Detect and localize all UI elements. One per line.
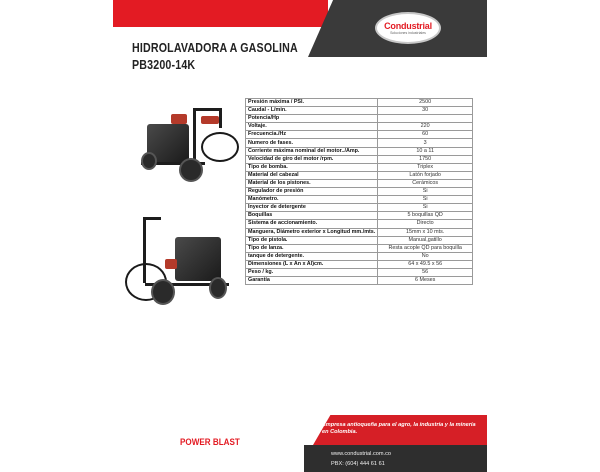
spec-row xyxy=(246,196,473,204)
spec-value: Cerámicos xyxy=(378,179,473,187)
spec-label: Presión máxima / PSI. xyxy=(246,99,378,107)
logo-name: Condustrial xyxy=(384,21,432,31)
spec-label: Velocidad de giro del motor /rpm. xyxy=(246,155,378,163)
spec-label: Material de los pistones. xyxy=(246,179,378,187)
spec-value: 56 xyxy=(378,268,473,276)
spec-label: Corriente máxima nominal del motor../Amp. xyxy=(246,147,378,155)
spec-row xyxy=(246,115,473,123)
spec-value: Si xyxy=(378,188,473,196)
spec-value: 30 xyxy=(378,107,473,115)
spec-row xyxy=(246,220,473,228)
product-title: HIDROLAVADORA A GASOLINA xyxy=(132,40,298,55)
spec-label: Peso / kg. xyxy=(246,268,378,276)
spec-label: Boquillas xyxy=(246,212,378,220)
spec-row xyxy=(246,268,473,276)
spec-row xyxy=(246,212,473,220)
spec-label: Tipo de bomba. xyxy=(246,163,378,171)
spec-label: Caudal - L/min. xyxy=(246,107,378,115)
product-model: PB3200-14K xyxy=(132,57,196,72)
spec-value: 2500 xyxy=(378,99,473,107)
spec-value: Resta acople QD para boquilla xyxy=(378,244,473,252)
website-url[interactable]: www.condustrial.com.co xyxy=(331,451,391,457)
spec-row xyxy=(246,204,473,212)
spec-label: Frecuencia./Hz xyxy=(246,131,378,139)
brand-logo xyxy=(373,10,443,46)
spec-value: Latón forjado xyxy=(378,171,473,179)
spec-row xyxy=(246,155,473,163)
spec-value: 3 xyxy=(378,139,473,147)
spec-row xyxy=(246,252,473,260)
specifications-table xyxy=(245,98,473,285)
header-red-band xyxy=(113,0,328,27)
spec-row xyxy=(246,236,473,244)
spec-row xyxy=(246,163,473,171)
spec-label: Numero de fases. xyxy=(246,139,378,147)
spec-label: Dimensiones (L x An x Al)cm. xyxy=(246,260,378,268)
spec-label: Material del cabezal xyxy=(246,171,378,179)
spec-value: 220 xyxy=(378,123,473,131)
footer-dark-band xyxy=(304,445,487,472)
spec-row xyxy=(246,123,473,131)
spec-row xyxy=(246,99,473,107)
spec-row xyxy=(246,171,473,179)
spec-value: 1750 xyxy=(378,155,473,163)
spec-label: Tipo de lanza. xyxy=(246,244,378,252)
logo-oval xyxy=(375,12,441,44)
spec-label: Tipo de pistola. xyxy=(246,236,378,244)
logo-tagline: Soluciones industriales xyxy=(390,31,426,35)
spec-label: Voltaje. xyxy=(246,123,378,131)
spec-row xyxy=(246,179,473,187)
brand-name: POWER BLAST xyxy=(180,437,240,447)
spec-value xyxy=(378,115,473,123)
pressure-washer-image-angled xyxy=(125,213,241,307)
spec-sheet-page xyxy=(113,0,487,472)
spec-value: Manual,gatillo xyxy=(378,236,473,244)
spec-row xyxy=(246,244,473,252)
spec-value: Si xyxy=(378,204,473,212)
spec-value: 5 boquillas QD xyxy=(378,212,473,220)
spec-label: Potencia/Hp xyxy=(246,115,378,123)
pressure-washer-image-front xyxy=(131,104,243,186)
spec-label: Sistema de accionamiento. xyxy=(246,220,378,228)
spec-row xyxy=(246,228,473,236)
spec-value: No xyxy=(378,252,473,260)
spec-value: 15mm x 10 mts. xyxy=(378,228,473,236)
spec-row xyxy=(246,260,473,268)
company-slogan: Empresa antioqueña para el agro, la industria y la minería en Colombia. xyxy=(322,422,476,435)
spec-label: Manguera, Diámetro exterior x Longitud mm./mts. xyxy=(246,228,378,236)
phone-number: PBX: (604) 444 61 61 xyxy=(331,461,385,467)
spec-row xyxy=(246,277,473,285)
spec-row xyxy=(246,139,473,147)
spec-value: Si xyxy=(378,196,473,204)
spec-label: Manómetro. xyxy=(246,196,378,204)
spec-value: 64 x 49.5 x 56 xyxy=(378,260,473,268)
spec-row xyxy=(246,147,473,155)
spec-value: Directo xyxy=(378,220,473,228)
spec-row xyxy=(246,107,473,115)
spec-label: tanque de detergente. xyxy=(246,252,378,260)
specifications-body xyxy=(246,99,473,285)
spec-label: Regulador de presión xyxy=(246,188,378,196)
spec-value: Triplex xyxy=(378,163,473,171)
spec-value: 60 xyxy=(378,131,473,139)
spec-row xyxy=(246,131,473,139)
spec-value: 10 a 11 xyxy=(378,147,473,155)
spec-row xyxy=(246,188,473,196)
spec-label: Inyector de detergente xyxy=(246,204,378,212)
spec-label: Garantía xyxy=(246,277,378,285)
spec-value: 6 Meses xyxy=(378,277,473,285)
